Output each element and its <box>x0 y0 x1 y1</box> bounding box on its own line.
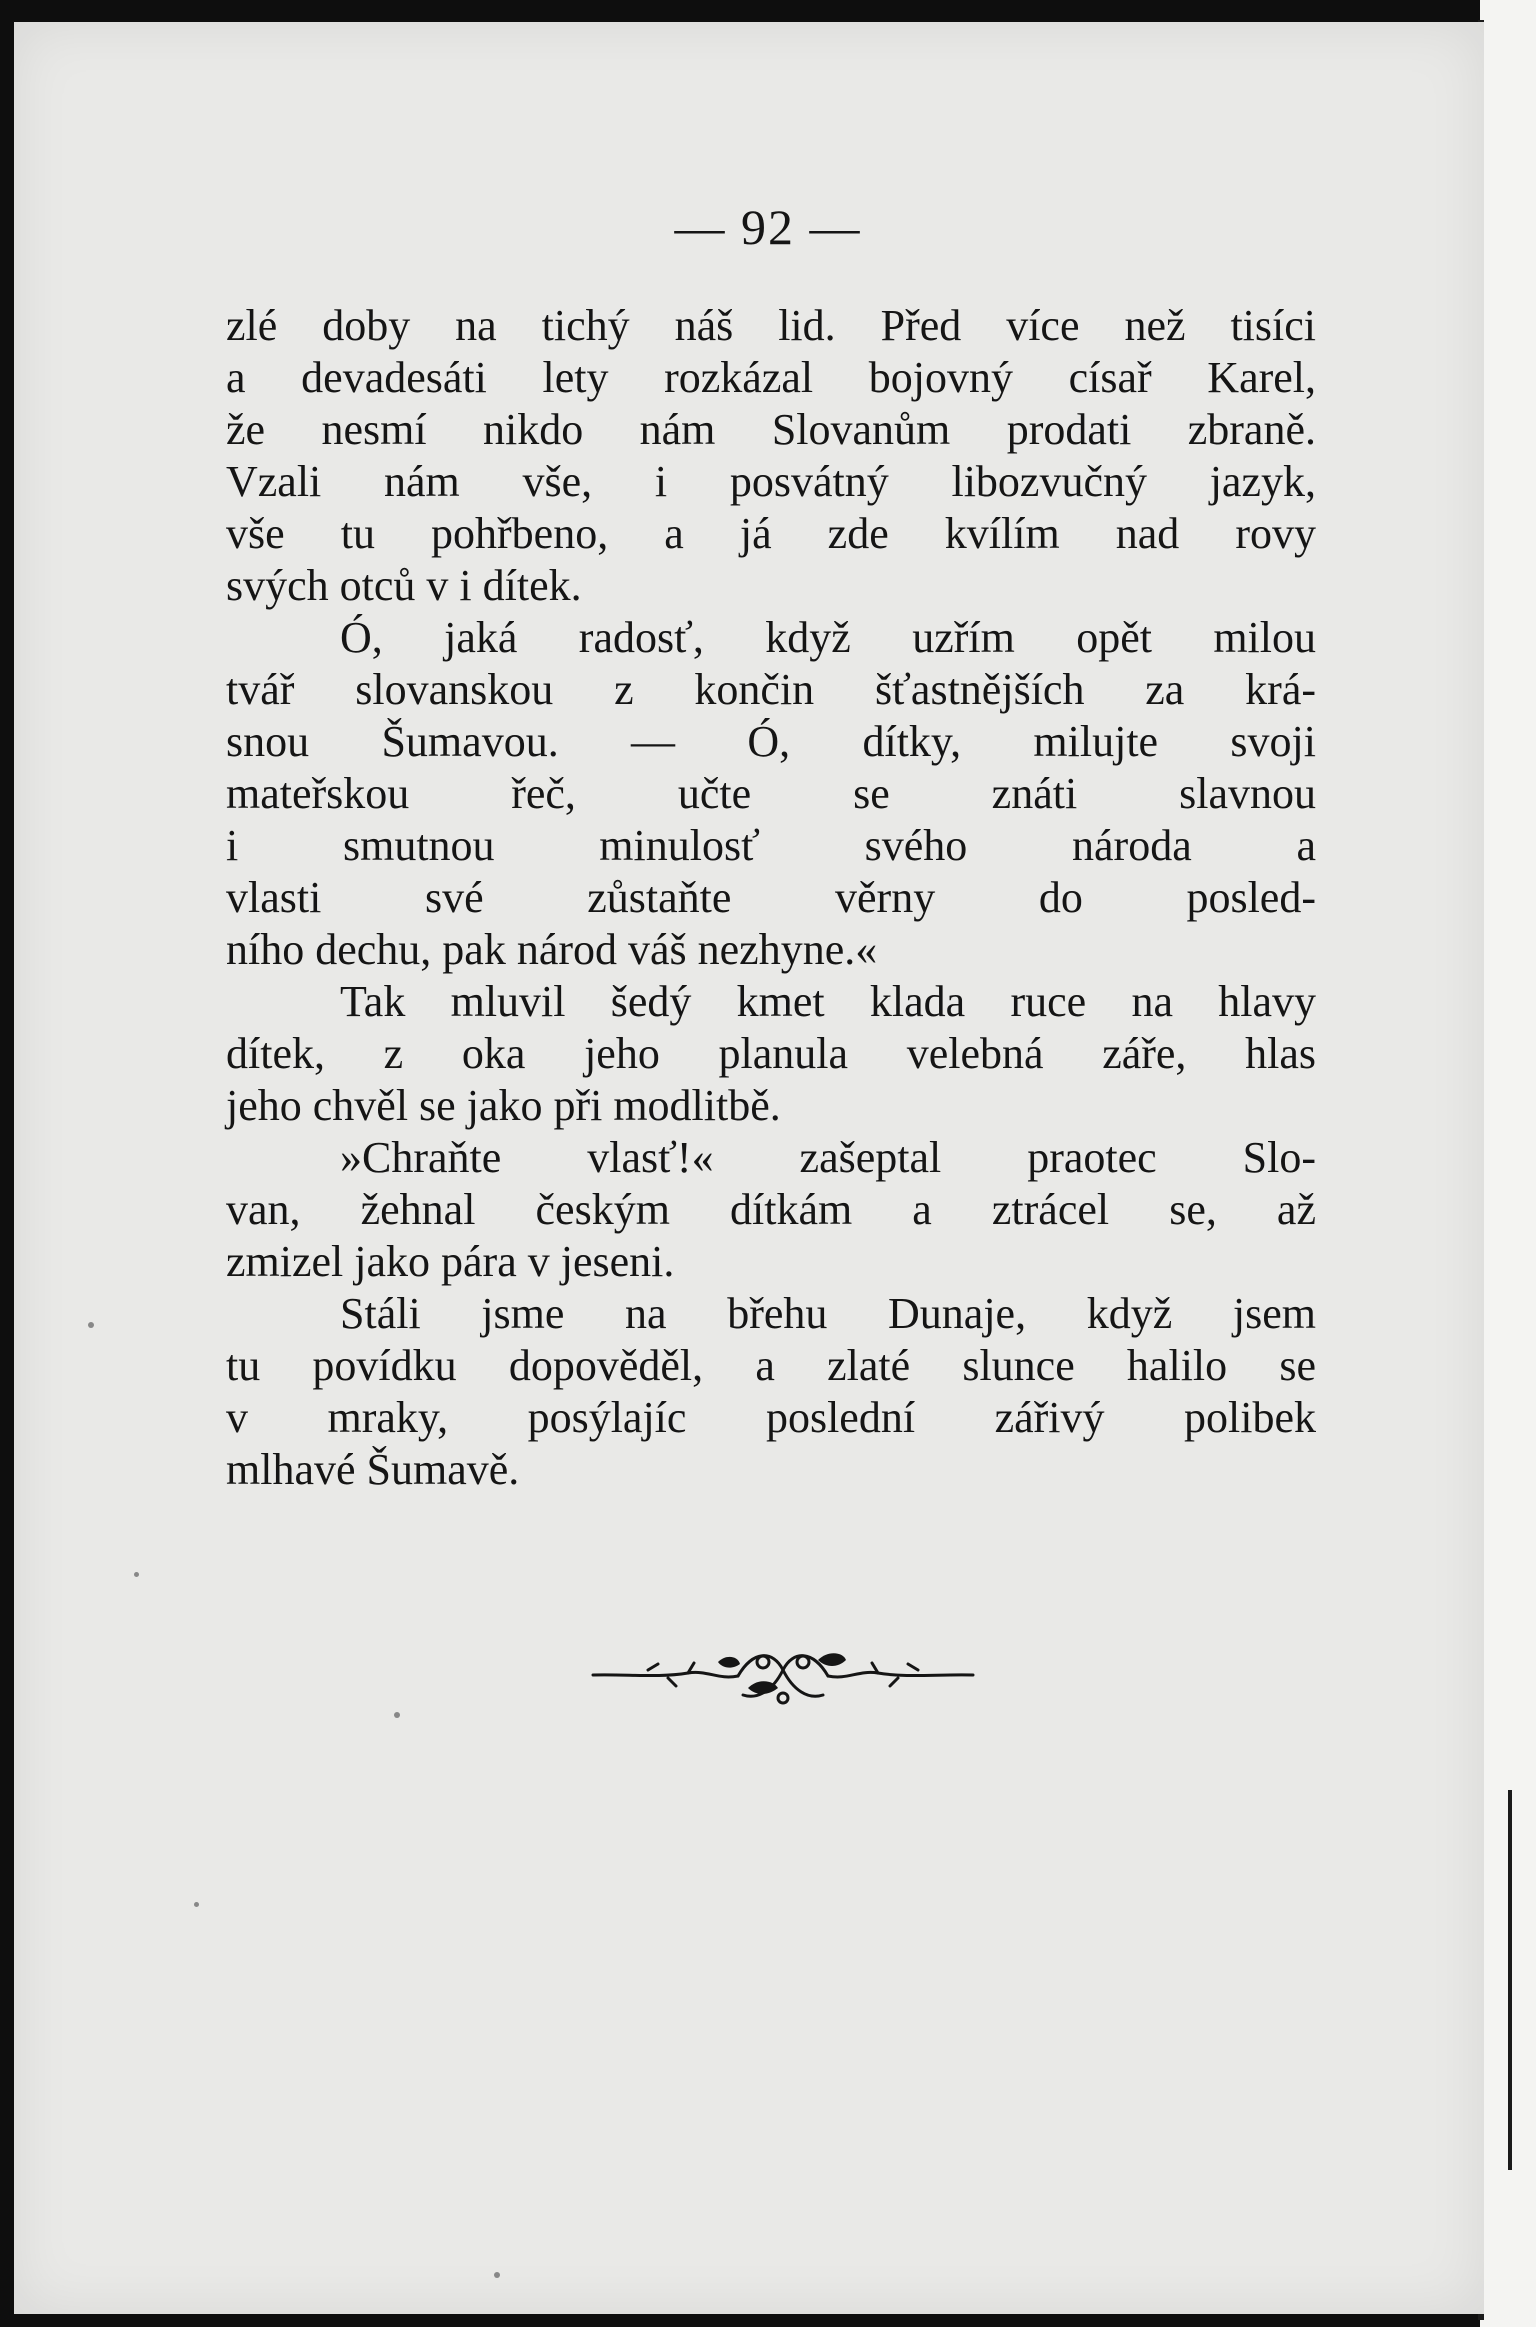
text-line: a devadesáti lety rozkázal bojovný císař Karel, <box>226 353 1316 402</box>
text-line: Tak mluvil šedý kmet klada ruce na hlavy <box>340 977 1316 1026</box>
text-line: zmizel jako pára v jeseni. <box>226 1237 675 1286</box>
text-line: v mraky, posýlajíc poslední zářivý polibek <box>226 1393 1316 1442</box>
text-line: vše tu pohřbeno, a já zde kvílím nad rovy <box>226 509 1316 558</box>
text-line: van, žehnal českým dítkám a ztrácel se, až <box>226 1185 1316 1234</box>
text-line: ního dechu, pak národ váš nezhyne.« <box>226 925 878 974</box>
paper-speck <box>394 1712 400 1718</box>
text-line: snou Šumavou. — Ó, dítky, milujte svoji <box>226 717 1316 766</box>
text-line: že nesmí nikdo nám Slovanům prodati zbraně. <box>226 405 1316 454</box>
text-line: tu povídku dopověděl, a zlaté slunce halilo se <box>226 1341 1316 1390</box>
page-number: — 92 — <box>674 199 862 255</box>
text-line: mateřskou řeč, učte se znáti slavnou <box>226 769 1316 818</box>
text-line: Stáli jsme na břehu Dunaje, když jsem <box>340 1289 1316 1338</box>
floral-vignette-icon <box>588 1640 978 1710</box>
text-line: mlhavé Šumavě. <box>226 1445 520 1494</box>
text-line: Vzali nám vše, i posvátný libozvučný jazyk, <box>226 457 1316 506</box>
paper-speck <box>194 1902 199 1907</box>
text-line: jeho chvěl se jako při modlitbě. <box>226 1081 781 1130</box>
text-line: dítek, z oka jeho planula velebná záře, hlas <box>226 1029 1316 1078</box>
text-line: vlasti své zůstaňte věrny do posled- <box>226 873 1316 922</box>
text-line: i smutnou minulosť svého národa a <box>226 821 1316 870</box>
text-line: »Chraňte vlasť!« zašeptal praotec Slo- <box>340 1133 1316 1182</box>
paper-speck <box>88 1322 94 1328</box>
text-line: svých otců v i dítek. <box>226 561 582 610</box>
paper-speck <box>134 1572 139 1577</box>
text-line: zlé doby na tichý náš lid. Před více než tisíci <box>226 301 1316 350</box>
paper-speck <box>494 2272 500 2278</box>
text-line: Ó, jaká radosť, když uzřím opět milou <box>340 613 1316 662</box>
text-line: tvář slovanskou z končin šťastnějších za krá- <box>226 665 1316 714</box>
body-text <box>226 300 1316 1496</box>
edge-mark <box>1508 1790 1512 2170</box>
